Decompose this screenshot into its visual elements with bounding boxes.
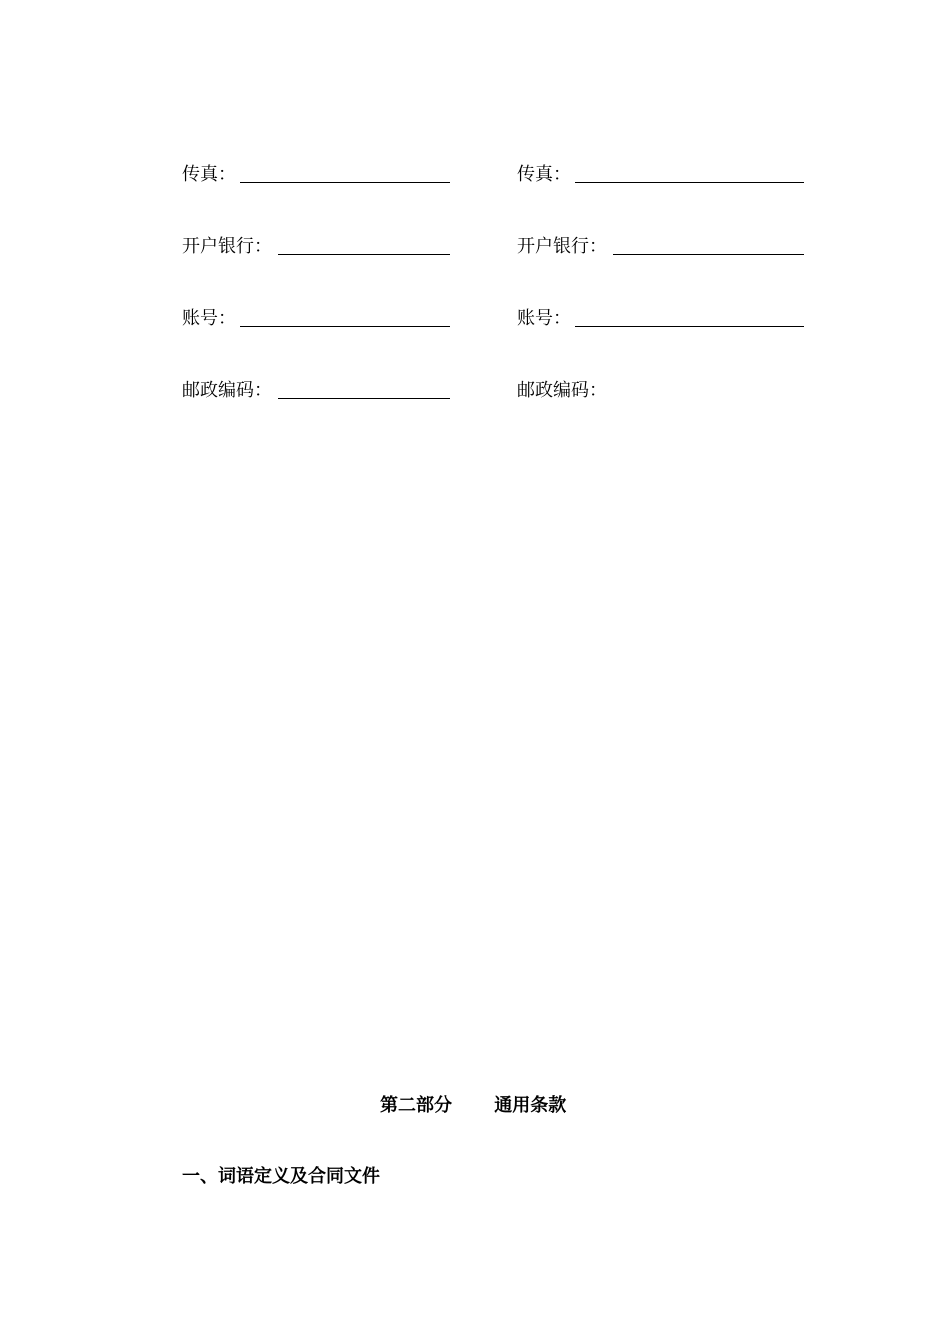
party-b-postcode-field	[517, 379, 807, 403]
party-b-fax-field	[517, 163, 807, 187]
party-b-postcode-label: 邮政编码：	[517, 380, 607, 401]
part-two-label: 第二部分	[380, 1095, 452, 1116]
party-a-bank-blank[interactable]	[278, 254, 450, 255]
section-heading: 一、词语定义及合同文件	[182, 1166, 380, 1187]
party-a-account-field	[182, 307, 452, 331]
party-a-postcode-field	[182, 379, 452, 403]
party-b-fax-label: 传真：	[517, 164, 571, 185]
part-two-title	[380, 1094, 566, 1118]
party-b-bank-label: 开户银行：	[517, 236, 607, 257]
party-b-account-blank[interactable]	[575, 326, 804, 327]
party-a-fax-label: 传真：	[182, 164, 236, 185]
party-a-postcode-blank[interactable]	[278, 398, 450, 399]
party-a-bank-label: 开户银行：	[182, 236, 272, 257]
party-a-fax-blank[interactable]	[240, 182, 450, 183]
party-a-postcode-label: 邮政编码：	[182, 380, 272, 401]
party-b-account-label: 账号：	[517, 308, 571, 329]
part-two-heading: 通用条款	[494, 1095, 567, 1116]
party-a-account-blank[interactable]	[240, 326, 450, 327]
party-b-fax-blank[interactable]	[575, 182, 804, 183]
party-a-fax-field	[182, 163, 452, 187]
party-a-account-label: 账号：	[182, 308, 236, 329]
party-b-account-field	[517, 307, 807, 331]
party-b-bank-blank[interactable]	[613, 254, 804, 255]
party-b-bank-field	[517, 235, 807, 259]
party-a-bank-field	[182, 235, 452, 259]
